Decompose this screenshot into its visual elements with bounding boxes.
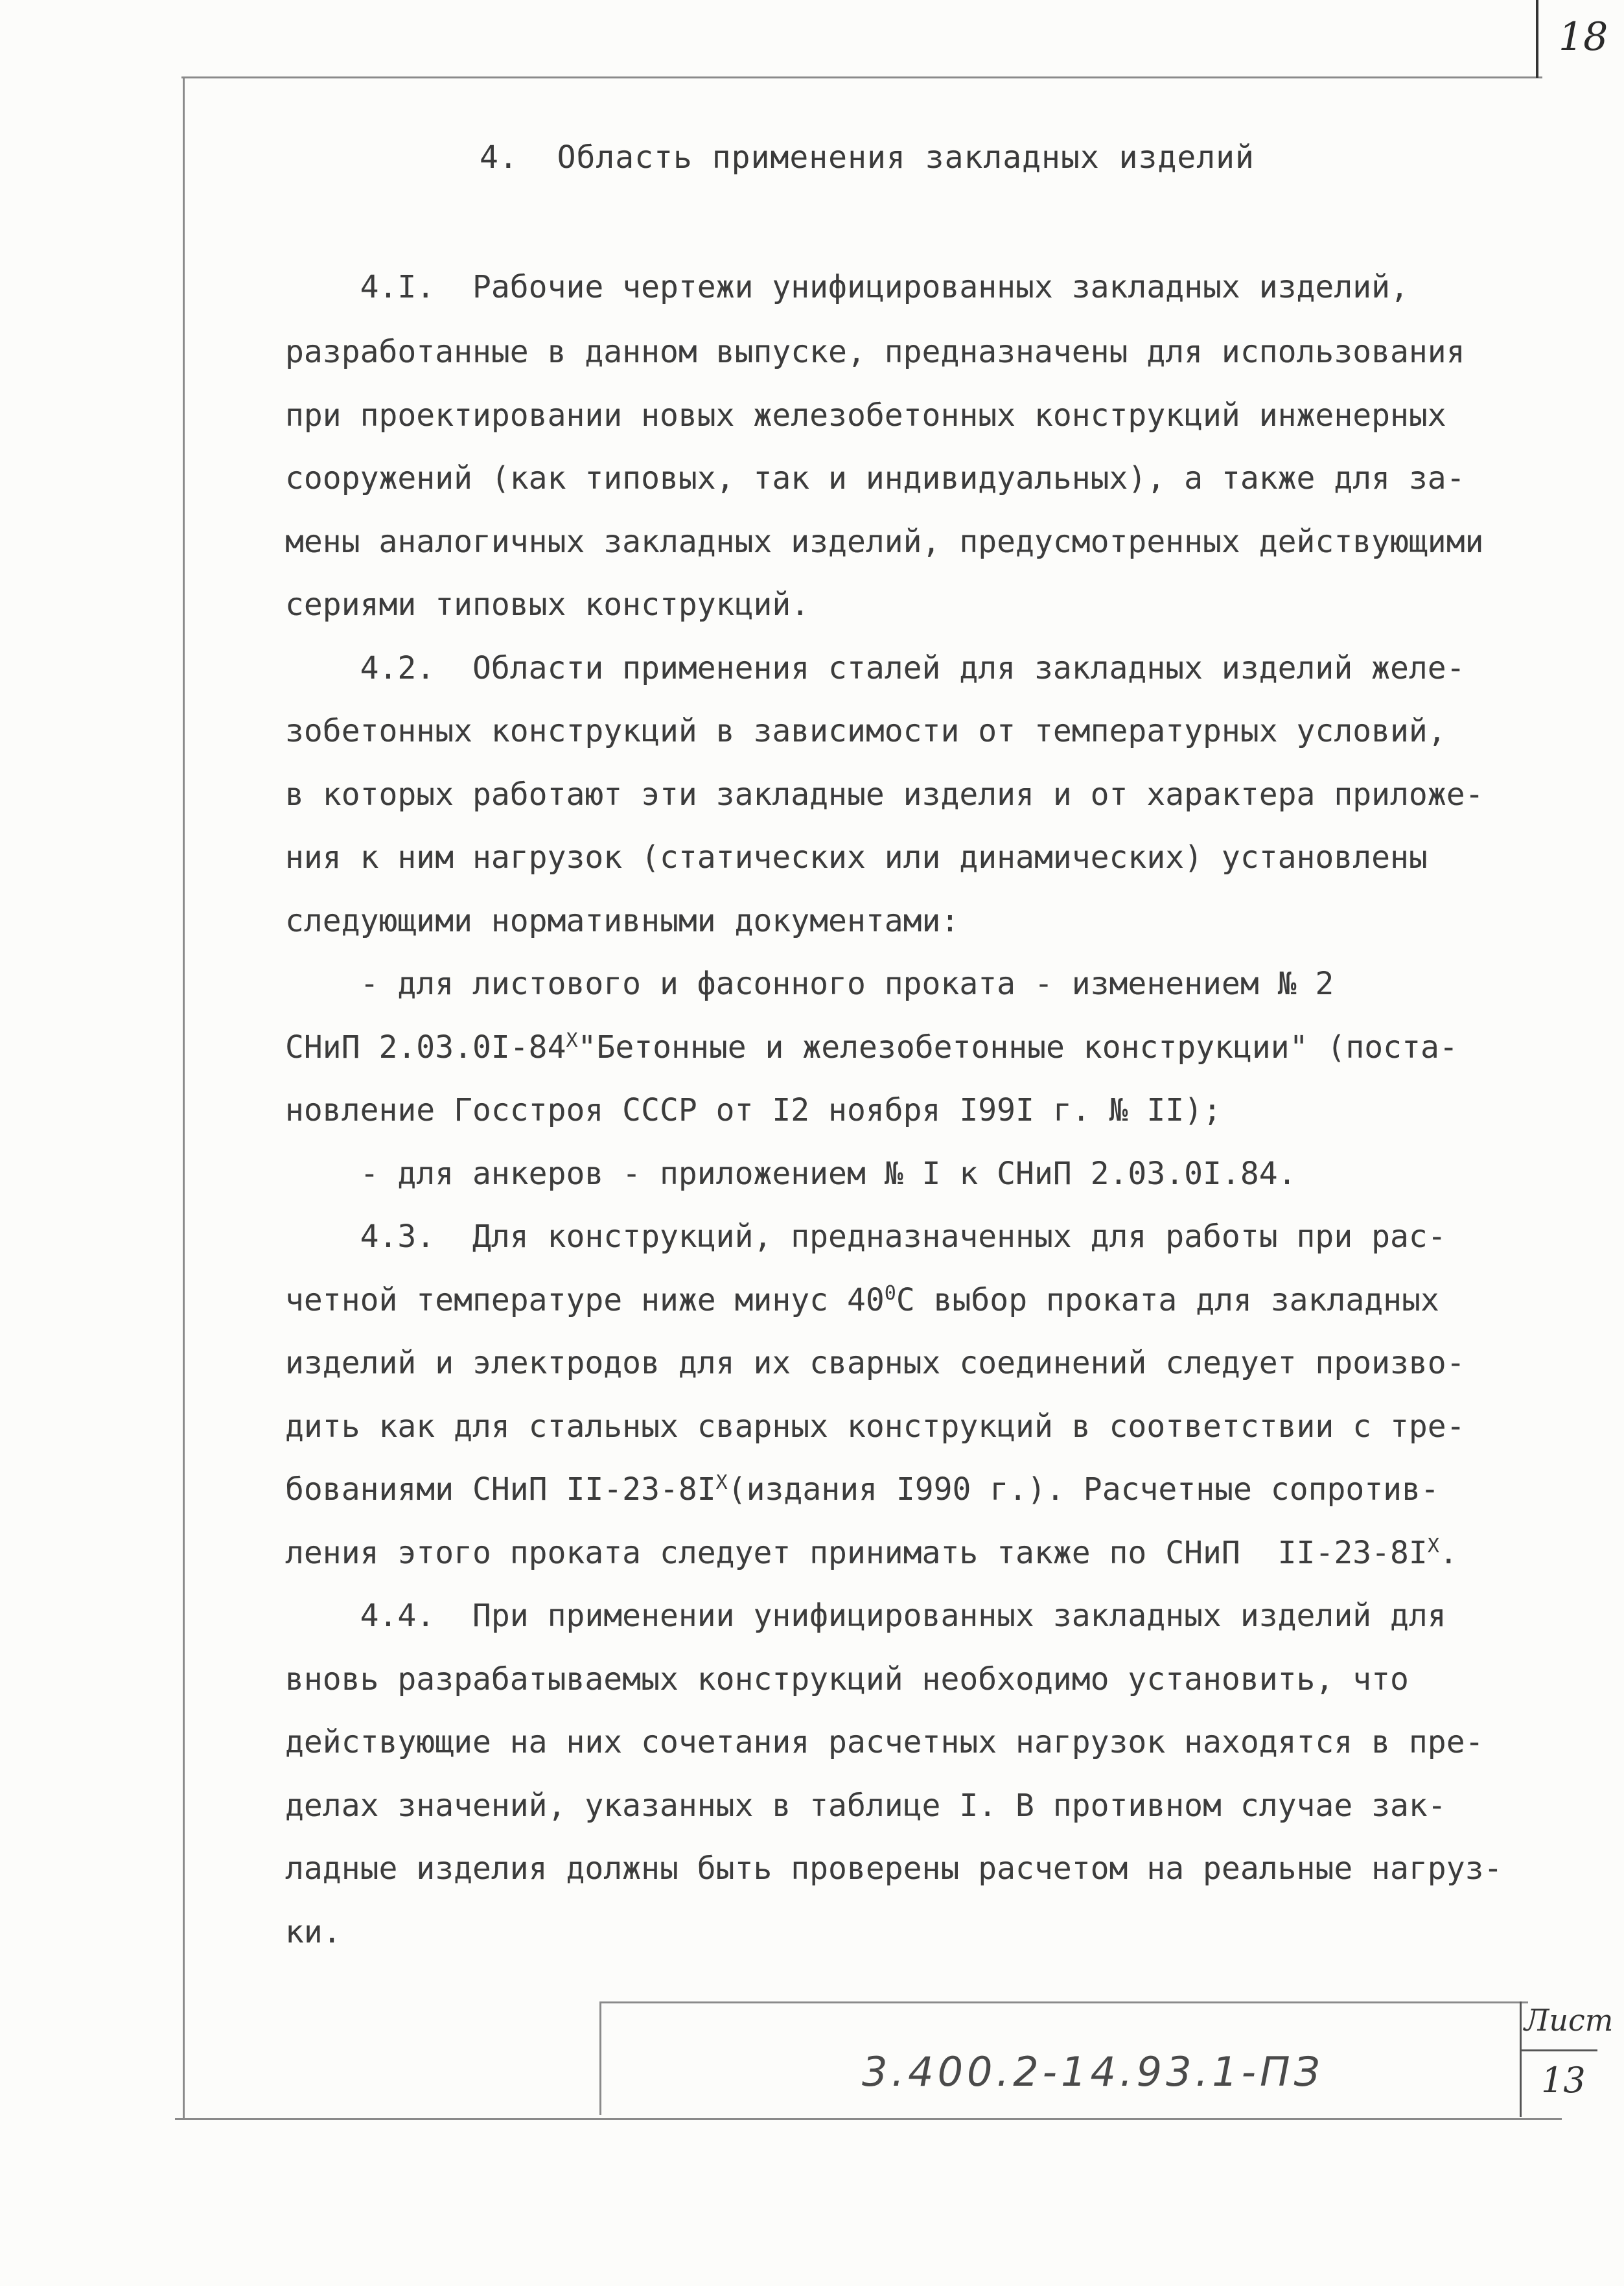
text-line: ления этого проката следует принимать также по СНиП $II-23-8I^X$. bbox=[285, 1535, 1458, 1571]
title-block-sheet-divider bbox=[1520, 2049, 1597, 2051]
frame-bottom-border bbox=[175, 2118, 1562, 2120]
text-line: 4.2. Области применения сталей для закладных изделий желе- bbox=[285, 650, 1465, 686]
text-line: действующие на них сочетания расчетных нагрузок находятся в пре- bbox=[285, 1724, 1484, 1760]
superscript-mark: X bbox=[715, 1471, 728, 1494]
corner-divider bbox=[1536, 0, 1538, 78]
document-code: 3.400.2-14.93.1-ПЗ bbox=[862, 2048, 1324, 2095]
text-line: мены аналогичных закладных изделий, предусмотренных действующими bbox=[285, 524, 1484, 560]
sheet-label: Лист bbox=[1524, 2003, 1614, 2038]
text-line: при проектировании новых железобетонных конструкций инженерных bbox=[285, 397, 1446, 434]
text-line: ладные изделия должны быть проверены расчетом на реальные нагруз- bbox=[285, 1850, 1503, 1887]
text-line: новление Госстроя СССР от I2 ноября I99I г. № II); bbox=[285, 1092, 1222, 1128]
text-line: - для анкеров - приложением № I к СНиП 2.03.0I.84. bbox=[285, 1156, 1297, 1192]
text-line: зобетонных конструкций в зависимости от температурных условий, bbox=[285, 713, 1446, 749]
frame-left-border bbox=[183, 76, 185, 2118]
text-line: ния к ним нагрузок (статических или динамических) установлены bbox=[285, 839, 1428, 876]
text-line: изделий и электродов для их сварных соединений следует произво- bbox=[285, 1345, 1465, 1381]
text-line: ки. bbox=[285, 1914, 342, 1950]
text-line: 4.4. При применении унифицированных закладных изделий для bbox=[285, 1598, 1446, 1634]
text-line: вновь разрабатываемых конструкций необходимо установить, что bbox=[285, 1661, 1409, 1697]
text-line: делах значений, указанных в таблице I. В противном случае зак- bbox=[285, 1788, 1446, 1824]
text-line: в которых работают эти закладные изделия и от характера приложе- bbox=[285, 776, 1484, 813]
degree-mark: 0 bbox=[884, 1282, 896, 1305]
text-line: сооружений (как типовых, так и индивидуальных), а также для за- bbox=[285, 460, 1465, 496]
sheet-number: 13 bbox=[1541, 2060, 1586, 2101]
text-line: разработанные в данном выпуске, предназначены для использования bbox=[285, 334, 1465, 370]
text-line: дить как для стальных сварных конструкций в соответствии с тре- bbox=[285, 1408, 1465, 1445]
text-line: следующими нормативными документами: bbox=[285, 903, 960, 939]
frame-top-border bbox=[181, 76, 1542, 78]
text-line: сериями типовых конструкций. bbox=[285, 587, 810, 623]
text-line: - для листового и фасонного проката - изменением № 2 bbox=[285, 966, 1334, 1002]
corner-page-number: 18 bbox=[1559, 14, 1608, 60]
text-line: 4.3. Для конструкций, предназначенных для работы при рас- bbox=[285, 1219, 1446, 1255]
superscript-mark: X bbox=[1427, 1535, 1439, 1557]
text-line: 4.I. Рабочие чертежи унифицированных закладных изделий, bbox=[285, 269, 1409, 305]
text-line: бованиями СНиП $II-23-8I^X(издания$ I990 г.). Расчетные сопротив- bbox=[285, 1471, 1439, 1508]
section-heading: 4. Область применения закладных изделий bbox=[480, 139, 1255, 176]
text-line: четной температуре ниже минус $40^0С$ выбор проката для закладных bbox=[285, 1282, 1439, 1318]
superscript-mark: X bbox=[566, 1029, 578, 1052]
title-block-divider bbox=[1520, 2001, 1522, 2117]
text-line: СНиП $2.03.0I-84^X"Бетонные$ и железобетонные конструкции" (поста- bbox=[285, 1029, 1458, 1066]
